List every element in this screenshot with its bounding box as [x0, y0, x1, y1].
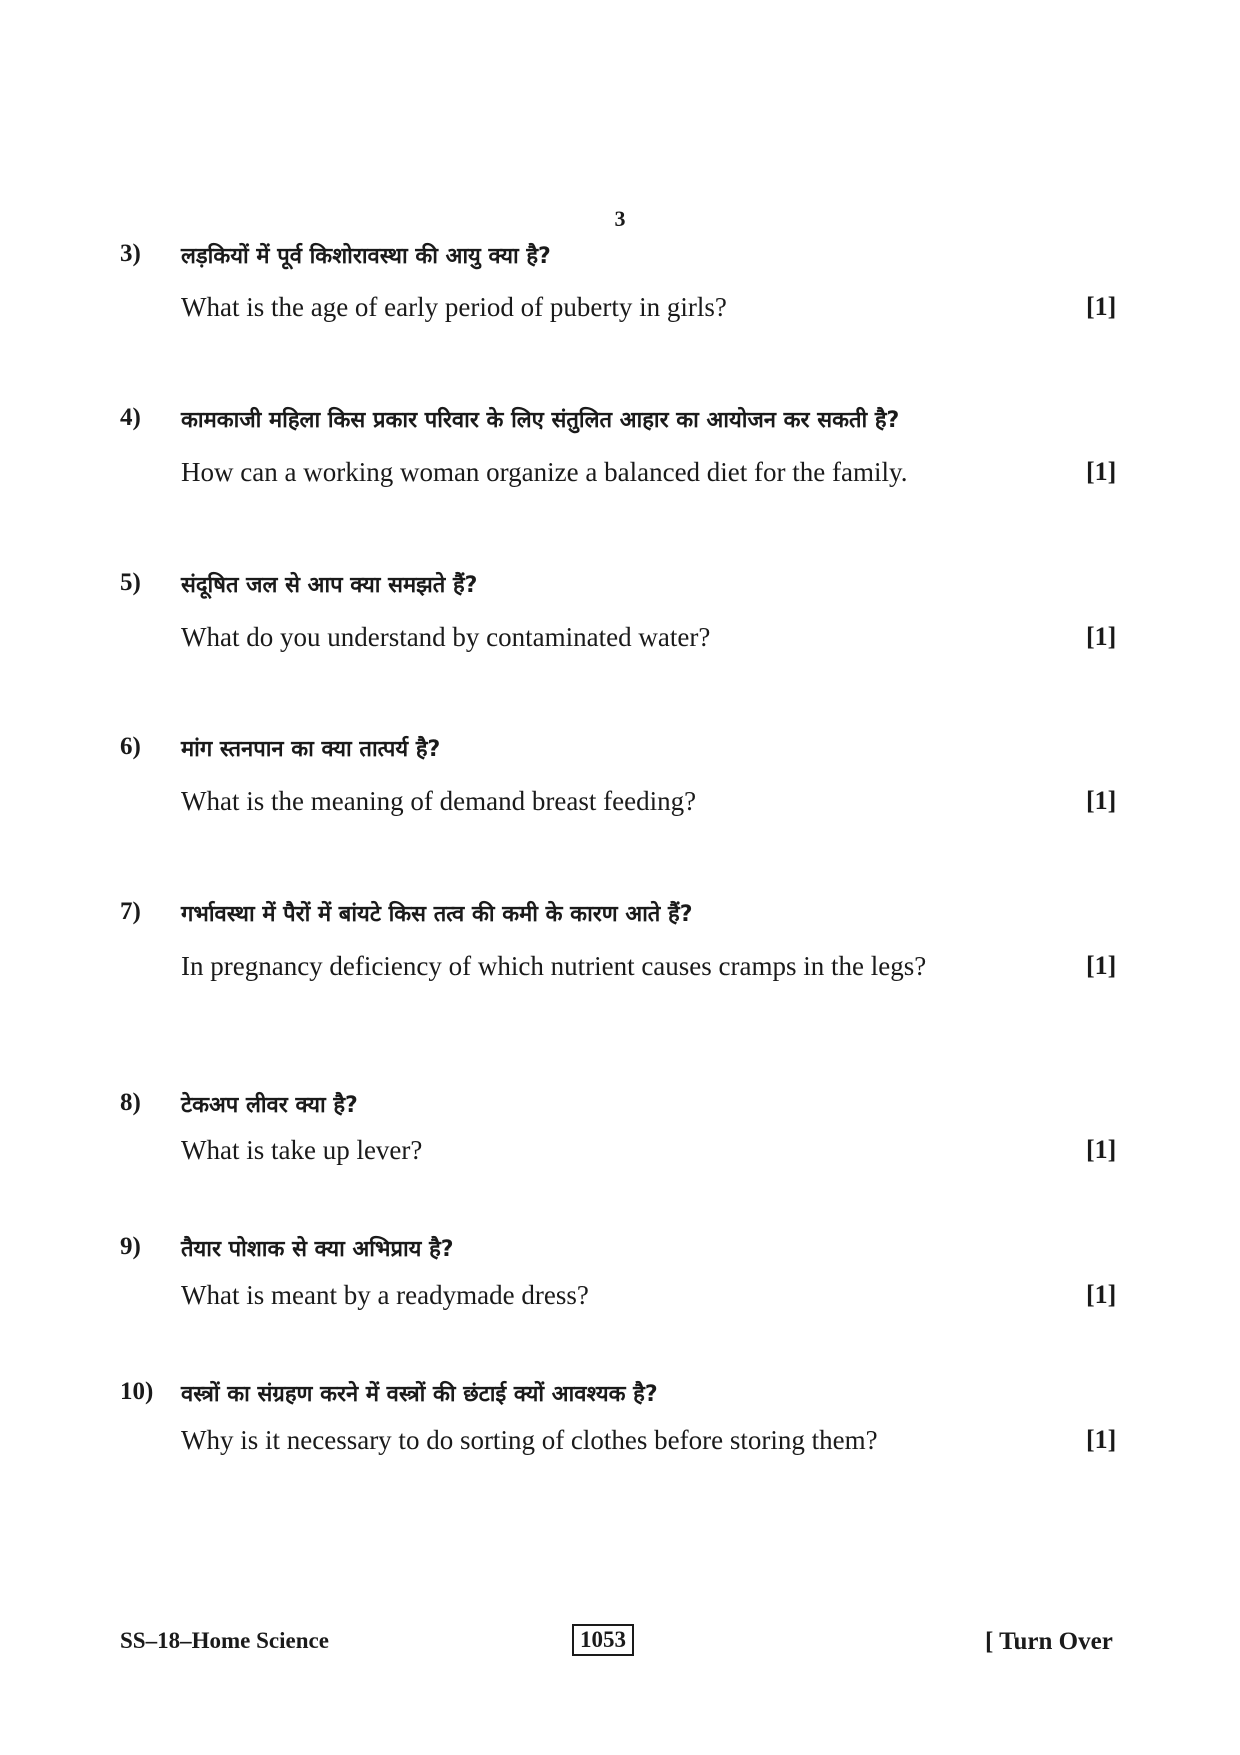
turn-over-label: [ Turn Over — [985, 1628, 1113, 1655]
question-marks: [1] — [1086, 786, 1117, 815]
question-text-hindi: तैयार पोशाक से क्या अभिप्राय है? — [181, 1237, 454, 1262]
question-number: 4) — [120, 404, 141, 431]
question-number: 7) — [120, 898, 141, 925]
question-marks: [1] — [1086, 457, 1117, 486]
page-footer — [0, 1624, 1240, 1664]
question-text-hindi: लड़कियों में पूर्व किशोरावस्था की आयु क्या है? — [181, 244, 551, 269]
question-marks: [1] — [1086, 292, 1117, 321]
question-marks: [1] — [1086, 951, 1117, 980]
question-text-english: What is the meaning of demand breast feeding? — [181, 786, 697, 816]
question-text-english: In pregnancy deficiency of which nutrient causes cramps in the legs? — [181, 951, 927, 981]
question-number: 3) — [120, 240, 141, 267]
question-text-english: What is take up lever? — [181, 1135, 423, 1165]
question-text-hindi: टेकअप लीवर क्या है? — [181, 1093, 358, 1118]
paper-code: SS–18–Home Science — [120, 1628, 329, 1653]
question-marks: [1] — [1086, 1425, 1117, 1454]
page-number: 3 — [614, 206, 626, 231]
question-text-english: What is meant by a readymade dress? — [181, 1280, 589, 1310]
question-number: 8) — [120, 1089, 141, 1116]
question-marks: [1] — [1086, 1135, 1117, 1164]
question-text-english: What do you understand by contaminated water? — [181, 622, 711, 652]
question-number: 5) — [120, 569, 141, 596]
booklet-number-box: 1053 — [572, 1624, 634, 1656]
question-text-hindi: कामकाजी महिला किस प्रकार परिवार के लिए संतुलित आहार का आयोजन कर सकती है? — [181, 408, 900, 433]
question-number: 6) — [120, 733, 141, 760]
question-text-english: Why is it necessary to do sorting of clothes before storing them? — [181, 1425, 878, 1455]
question-marks: [1] — [1086, 622, 1117, 651]
question-number: 10) — [120, 1378, 154, 1405]
question-text-english: What is the age of early period of puberty in girls? — [181, 292, 727, 322]
question-text-hindi: संदूषित जल से आप क्या समझते हैं? — [181, 573, 478, 598]
question-marks: [1] — [1086, 1280, 1117, 1309]
question-text-english: How can a working woman organize a balanced diet for the family. — [181, 457, 908, 487]
question-text-hindi: मांग स्तनपान का क्या तात्पर्य है? — [181, 737, 441, 762]
question-text-hindi: गर्भावस्था में पैरों में बांयटे किस तत्व की कमी के कारण आते हैं? — [181, 902, 693, 927]
question-number: 9) — [120, 1233, 141, 1260]
question-text-hindi: वस्त्रों का संग्रहण करने में वस्त्रों की छंटाई क्यों आवश्यक है? — [181, 1382, 658, 1407]
